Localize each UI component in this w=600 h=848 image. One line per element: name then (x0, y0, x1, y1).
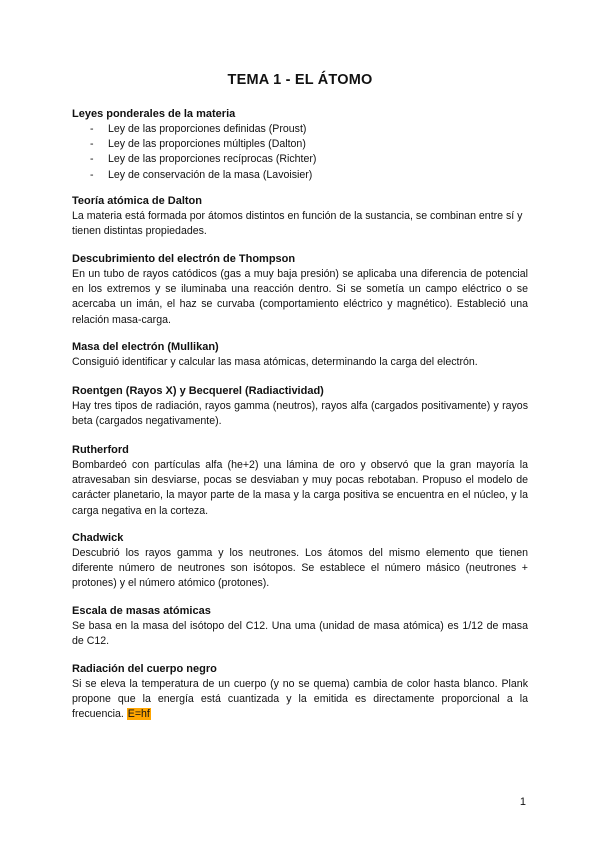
section-heading: Descubrimiento del electrón de Thompson (72, 253, 296, 265)
section-dalton (72, 193, 528, 239)
formula-highlight: E=hf (127, 708, 150, 721)
section-text: Se basa en la masa del isótopo del C12. Una uma (unidad de masa atómica) es 1/12 de masa de C12. (72, 620, 528, 648)
section-heading: Masa del electrón (Mullikan) (72, 341, 219, 353)
section-cuerpo-negro (72, 661, 528, 723)
section-roentgen (72, 383, 528, 429)
section-text: Hay tres tipos de radiación, rayos gamma (neutros), rayos alfa (cargados positivamente) y rayos beta (cargados negativamente). (72, 400, 528, 428)
laws-list (72, 122, 528, 183)
section-escala (72, 603, 528, 649)
section-heading: Roentgen (Rayos X) y Becquerel (Radiactividad) (72, 385, 324, 397)
section-heading: Leyes ponderales de la materia (72, 108, 236, 120)
section-heading: Teoría atómica de Dalton (72, 195, 202, 207)
list-dash: - (90, 153, 94, 166)
list-item: - Ley de las proporciones definidas (Proust) (72, 122, 528, 137)
section-chadwick (72, 530, 528, 592)
section-text: La materia está formada por átomos distintos en función de la sustancia, se combinan entre sí y tienen distintas propiedades. (72, 210, 523, 238)
section-text: Si se eleva la temperatura de un cuerpo (y no se quema) cambia de color hasta blanco. Plank propone que la energía está cuantizada y la emitida es directamente proporcional a la frecuencia. E=hf (72, 678, 528, 721)
section-heading: Escala de masas atómicas (72, 605, 211, 617)
section-text: Consiguió identificar y calcular las masa atómicas, determinando la carga del electrón. (72, 356, 478, 368)
section-text: En un tubo de rayos catódicos (gas a muy baja presión) se aplicaba una diferencia de potencial en los extremos y se iluminaba una reacción dentro. Si se sometía un campo eléctrico o se acercaba un imán, el haz se curvaba (comportamiento eléctrico y magnético). Estableció una relación masa-carga. (72, 268, 528, 326)
section-heading: Rutherford (72, 444, 129, 456)
section-leyes (72, 106, 528, 183)
section-text: Bombardeó con partículas alfa (he+2) una lámina de oro y observó que la gran mayoría la atravesaban sin desviarse, pocas se desviaban y muy pocas rebotaban. Propuso el modelo de carácter planetario, la mayor parte de la masa y la carga positiva se encuentra en el núcleo, y la carga negativa en la corteza. (72, 459, 528, 517)
page-title: TEMA 1 - EL ÁTOMO (227, 72, 373, 88)
page-number: 1 (519, 796, 526, 808)
list-dash: - (90, 138, 94, 151)
section-rutherford (72, 442, 528, 519)
section-heading: Radiación del cuerpo negro (72, 663, 217, 675)
list-item: - Ley de las proporciones múltiples (Dalton) (72, 137, 528, 152)
section-heading: Chadwick (72, 532, 124, 544)
list-item: - Ley de conservación de la masa (Lavoisier) (72, 168, 528, 183)
section-thompson (72, 251, 528, 328)
list-dash: - (90, 168, 94, 181)
list-dash: - (90, 123, 94, 135)
section-mullikan (72, 339, 528, 370)
list-item: - Ley de las proporciones recíprocas (Richter) (72, 152, 528, 167)
section-text: Descubrió los rayos gamma y los neutrones. Los átomos del mismo elemento que tienen diferente número de neutrones son isótopos. Se establece el número másico (neutrones + protones) y el número atómico (protones). (72, 547, 528, 590)
